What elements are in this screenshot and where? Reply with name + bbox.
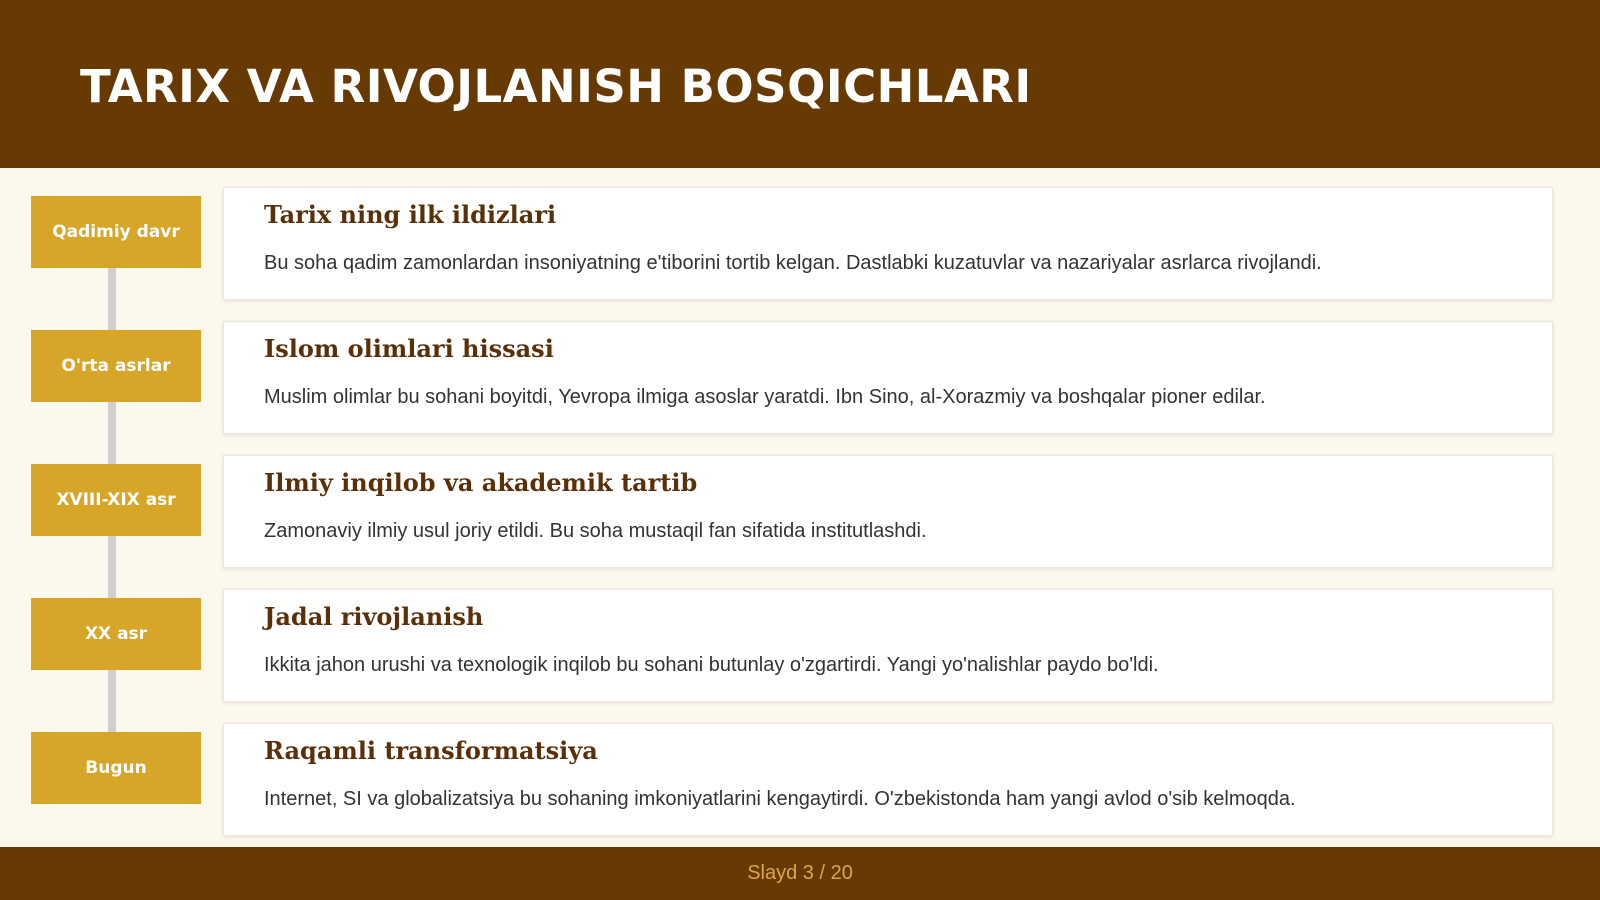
timeline-connector	[108, 536, 116, 598]
card-title: Tarix ning ilk ildizlari	[264, 200, 557, 229]
timeline-connector	[108, 670, 116, 732]
timeline-card	[223, 187, 1553, 300]
period-badge: Bugun	[31, 732, 201, 804]
card-description: Internet, SI va globalizatsiya bu sohaning imkoniyatlarini kengaytirdi. O'zbekistonda ham yangi avlod o'sib kelmoqda.	[264, 788, 1296, 810]
timeline-item	[0, 330, 1600, 464]
timeline-item	[0, 196, 1600, 330]
period-badge: XVIII-XIX asr	[31, 464, 201, 536]
timeline-card	[223, 589, 1553, 702]
card-title: Islom olimlari hissasi	[264, 334, 554, 363]
period-badge: XX asr	[31, 598, 201, 670]
card-description: Ikkita jahon urushi va texnologik inqilob bu sohani butunlay o'zgartirdi. Yangi yo'nalishlar paydo bo'ldi.	[264, 654, 1159, 676]
card-description: Zamonaviy ilmiy usul joriy etildi. Bu soha mustaqil fan sifatida institutlashdi.	[264, 520, 927, 542]
card-title: Ilmiy inqilob va akademik tartib	[264, 468, 698, 497]
card-title: Jadal rivojlanish	[264, 602, 484, 631]
card-description: Bu soha qadim zamonlardan insoniyatning e'tiborini tortib kelgan. Dastlabki kuzatuvlar va nazariyalar asrlarca rivojlandi.	[264, 252, 1322, 274]
slide-footer	[0, 847, 1600, 900]
period-badge: O'rta asrlar	[31, 330, 201, 402]
timeline-connector	[108, 268, 116, 330]
timeline-connector	[108, 402, 116, 464]
period-badge: Qadimiy davr	[31, 196, 201, 268]
slide-title: TARIX VA RIVOJLANISH BOSQICHLARI	[80, 60, 1032, 113]
slide-header	[0, 0, 1600, 168]
timeline-item	[0, 598, 1600, 732]
timeline-item	[0, 732, 1600, 866]
timeline-card	[223, 723, 1553, 836]
timeline-item	[0, 464, 1600, 598]
timeline-card	[223, 321, 1553, 434]
timeline-card	[223, 455, 1553, 568]
card-description: Muslim olimlar bu sohani boyitdi, Yevropa ilmiga asoslar yaratdi. Ibn Sino, al-Xorazmiy va boshqalar pioner edilar.	[264, 386, 1266, 408]
slide-counter: Slayd 3 / 20	[747, 862, 853, 884]
card-title: Raqamli transformatsiya	[264, 736, 598, 765]
